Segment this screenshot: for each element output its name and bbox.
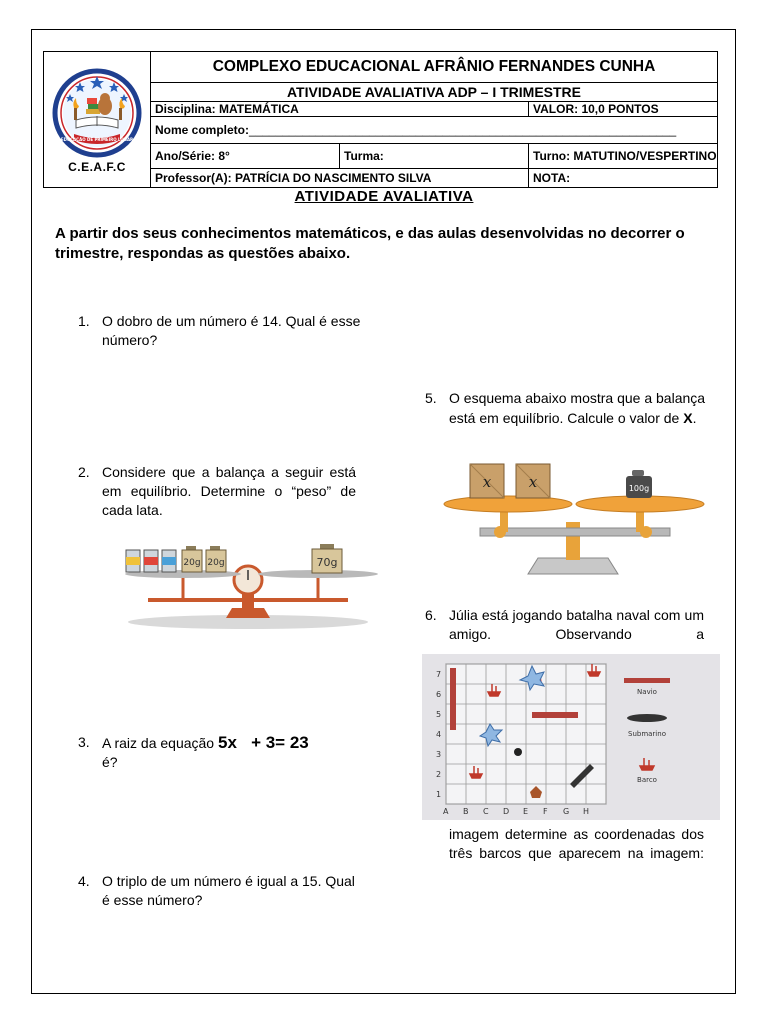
scale-x-figure [440, 460, 708, 580]
teacher-field: Professor(A): PATRÍCIA DO NASCIMENTO SILVA [151, 169, 529, 188]
scale-cans-figure [118, 540, 382, 632]
legend-navio: Navio [637, 688, 657, 696]
weight-label: 70g [316, 556, 338, 569]
weight-20g-1 [182, 546, 202, 572]
legend-navio-icon [624, 678, 670, 683]
legend-submarino: Submarino [628, 730, 666, 738]
weight-20g-2 [206, 546, 226, 572]
row-label: 7 [436, 670, 442, 679]
page-title: ATIVIDADE AVALIATIVA [294, 188, 474, 205]
weight-label: 20g [183, 558, 201, 568]
school-logo [52, 68, 142, 158]
row-label: 4 [436, 730, 442, 739]
question-number: 6. [425, 607, 437, 623]
question-text: O esquema abaixo mostra que a balança está em equilíbrio. Calcule o valor de [449, 390, 706, 426]
legend-barco: Barco [637, 776, 657, 784]
discipline-field: Disciplina: MATEMÁTICA [151, 102, 529, 117]
value-field: VALOR: 10,0 PONTOS [529, 102, 718, 117]
col-label: H [583, 807, 590, 816]
name-label: Nome completo: [155, 123, 250, 137]
bomb-marker [514, 748, 522, 756]
weight-label: 20g [207, 558, 225, 568]
question-text: O triplo de um número é igual a 15. Qual é esse número? [102, 873, 355, 908]
shift-field: Turno: MATUTINO/VESPERTINO [529, 144, 718, 169]
cans [126, 550, 176, 572]
navio-vertical [450, 668, 456, 730]
legend-submarino-icon [627, 714, 667, 722]
school-name: COMPLEXO EDUCACIONAL AFRÂNIO FERNANDES CUNHA [151, 52, 718, 83]
row-label: 1 [436, 790, 442, 799]
navio-horizontal [532, 712, 578, 718]
question-6-continuation: imagem determine as coordenadas dos três barcos que aparecem na imagem: [449, 826, 704, 861]
question-number: 2. [78, 464, 90, 480]
svg-text:EDUCAÇÃO DE PRIMEIRO LUGAR: EDUCAÇÃO DE PRIMEIRO LUGAR [60, 137, 134, 142]
row-label: 2 [436, 770, 442, 779]
question-text: O dobro de um número é 14. Qual é esse número? [102, 313, 361, 348]
grade-score-field[interactable]: NOTA: [529, 169, 718, 188]
battleship-figure [422, 654, 720, 820]
row-label: 3 [436, 750, 442, 759]
box-label: x [528, 473, 538, 491]
box-x-1 [470, 464, 504, 498]
question-text-after: é? [102, 754, 118, 770]
col-label: G [563, 807, 570, 816]
question-number: 5. [425, 390, 437, 406]
question-number: 1. [78, 313, 90, 329]
col-label: D [503, 807, 510, 816]
weight-label: 100g [628, 484, 650, 493]
col-label: C [483, 807, 489, 816]
header-table [43, 51, 718, 188]
logo-caption: C.E.A.F.C [68, 160, 126, 174]
name-line: ________________________________________________________________ [249, 123, 677, 137]
question-text: Considere que a balança a seguir está em equilíbrio. Determine o “peso” de cada lata. [102, 464, 356, 518]
question-text: Júlia está jogando batalha naval com um amigo. Observando a [449, 607, 704, 642]
name-field[interactable] [151, 117, 718, 144]
activity-title: ATIVIDADE AVALIATIVA ADP – I TRIMESTRE [151, 83, 718, 102]
weight-70g [312, 544, 342, 573]
col-label: F [543, 807, 548, 816]
box-label: x [482, 473, 492, 491]
col-label: B [463, 807, 469, 816]
question-number: 3. [78, 734, 90, 750]
class-field[interactable]: Turma: [340, 144, 529, 169]
col-label: A [443, 807, 449, 816]
logo-cell [44, 52, 151, 188]
intro-text: A partir dos seus conhecimentos matemáticos, e das aulas desenvolvidas no decorrer o trimestre, respondas as questões abaixo. [55, 225, 685, 262]
col-label: E [523, 807, 529, 816]
row-label: 5 [436, 710, 442, 719]
equation: 5x + 3= 23 [217, 733, 309, 752]
row-label: 6 [436, 690, 442, 699]
box-x-2 [516, 464, 550, 498]
weight-100g [626, 470, 652, 498]
question-punct: . [692, 410, 697, 426]
question-text: A raiz da equação [102, 735, 215, 751]
question-number: 4. [78, 873, 90, 889]
grade-field: Ano/Série: 8° [151, 144, 340, 169]
variable-x: X [683, 410, 693, 426]
